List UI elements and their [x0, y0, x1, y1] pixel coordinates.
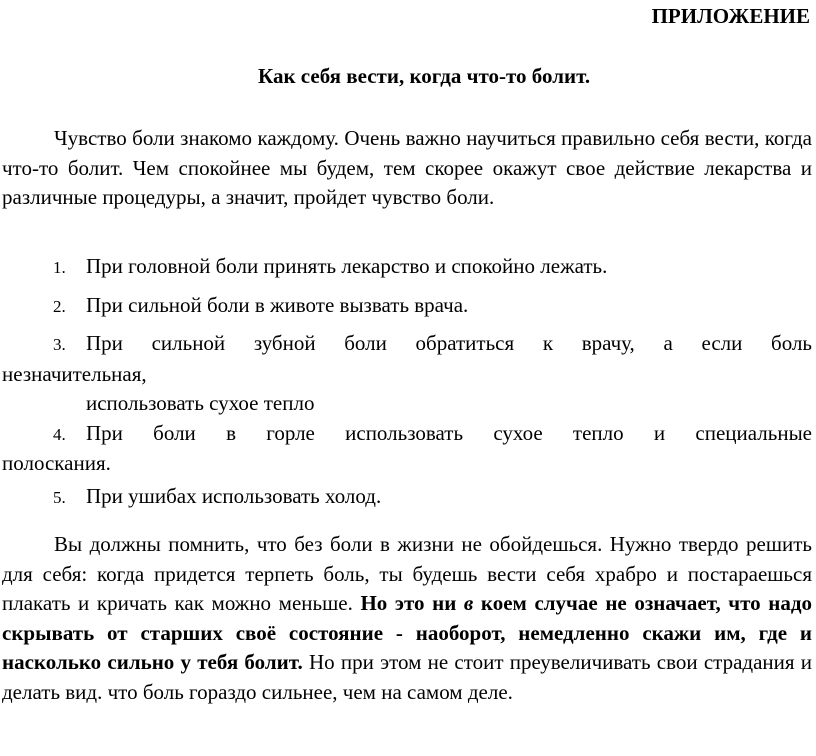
list-item: [2, 252, 812, 283]
list-item: [2, 291, 812, 322]
emphasis-text: коем случае не означает, что надо скрывать от старших своё состояние - наоборот, немедленно скажи им, где и насколько сильно у тебя болит.: [2, 591, 812, 674]
list-item-line: [2, 329, 812, 360]
list-item-continuation: полоскания.: [2, 451, 111, 475]
appendix-label: ПРИЛОЖЕНИЕ: [651, 4, 810, 28]
list-item-number: 3.: [53, 335, 66, 354]
list-item-number: 1.: [53, 258, 66, 277]
list-item-number: 4.: [53, 424, 66, 444]
closing-text: Вы должны помнить, что без боли в жизни не обойдешься. Нужно твердо решить для себя: когда придется терпеть боль, ты будешь вести себя храбро и постараешься плакать и кричать как можно меньше.: [2, 532, 812, 615]
list-item-number: 5.: [53, 487, 66, 507]
list-item: [2, 482, 812, 513]
list-item-text: При головной боли принять лекарство и спокойно лежать.: [86, 254, 608, 278]
list-item-text: При сильной боли в животе вызвать врача.: [86, 292, 469, 317]
closing-paragraph: [2, 530, 812, 707]
list-item-continuation: использовать сухое тепло: [86, 391, 315, 415]
intro-paragraph: Чувство боли знакомо каждому. Очень важно научиться правильно себя вести, когда что-то болит. Чем спокойнее мы будем, тем скорее окажут свое действие лекарства и различные процедуры, а значит, пройдет чувство боли.: [2, 126, 812, 209]
list-item-text: При боли в горле использовать сухое тепло и специальные: [86, 420, 812, 445]
list-item: [2, 329, 812, 419]
list-item-text: При ушибах использовать холод.: [86, 483, 382, 508]
list-item: [2, 419, 812, 479]
list-item-continuation: незначительная,: [2, 361, 147, 386]
closing-text: Но при этом не стоит преувеличивать свои страдания и делать вид. что боль гораздо сильнее, чем на самом деле.: [2, 650, 813, 704]
emphasis-letter: в: [463, 591, 474, 615]
document-title: Как себя вести, когда что-то болит.: [258, 64, 591, 88]
list-item-line: [2, 419, 812, 450]
instructions-list: [2, 252, 812, 512]
list-item-number: 2.: [53, 296, 66, 316]
list-item-text: При сильной зубной боли обратиться к врачу, а если боль: [86, 331, 812, 355]
emphasis-text: Но это ни: [360, 591, 464, 615]
